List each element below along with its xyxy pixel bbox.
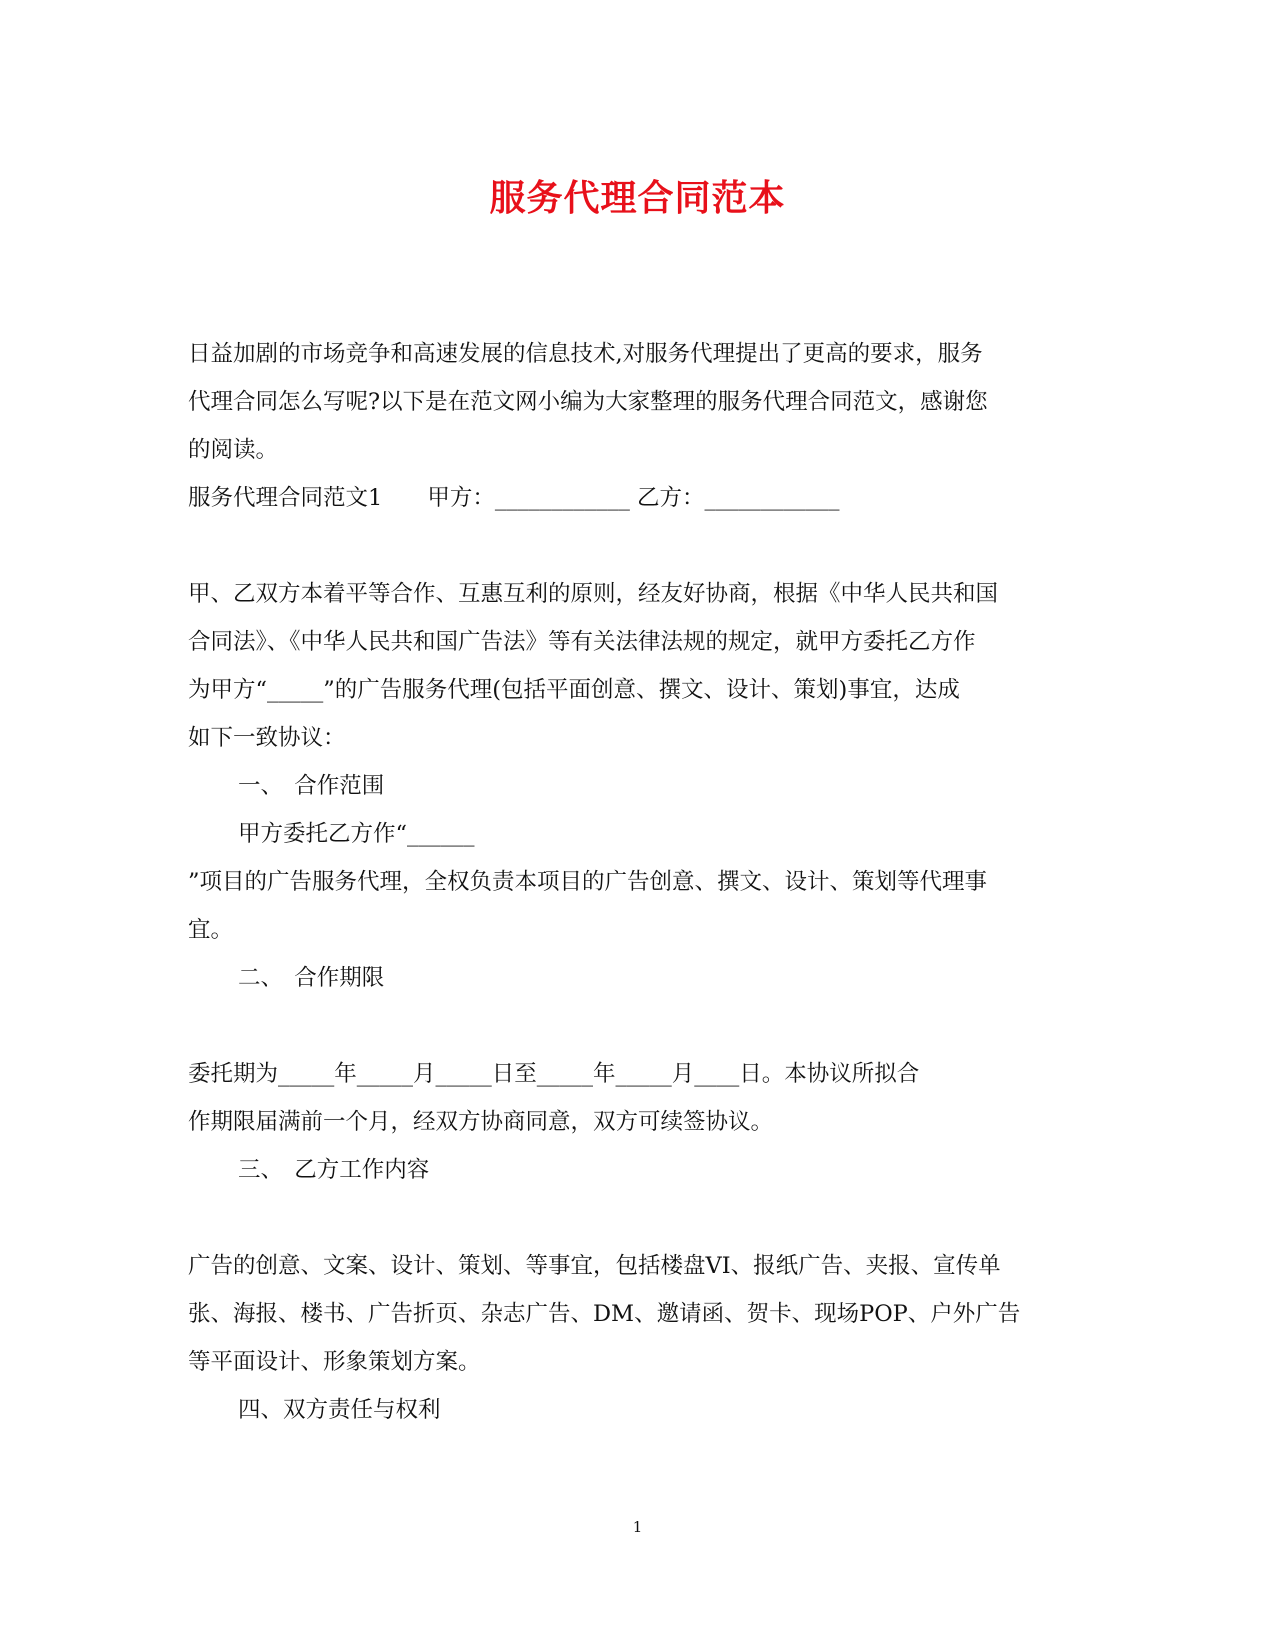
- intro-line-3: 的阅读。: [188, 437, 279, 463]
- section-heading-1: 一、 合作范围: [238, 773, 385, 799]
- preamble-line-4: 如下一致协议：: [188, 725, 346, 751]
- section-1-line-2: ”项目的广告服务代理，全权负责本项目的广告创意、撰文、设计、策划等代理事: [188, 869, 988, 895]
- preamble-line-3: 为甲方“_____”的广告服务代理(包括平面创意、撰文、设计、策划)事宜，达成: [188, 677, 960, 703]
- section-3-line-2: 张、海报、楼书、广告折页、杂志广告、DM、邀请函、贺卡、现场POP、户外广告: [188, 1301, 1021, 1327]
- section-heading-4: 四、双方责任与权利: [238, 1397, 441, 1423]
- contract-parties-line: 服务代理合同范文1 甲方：____________ 乙方：____________: [188, 485, 840, 511]
- intro-line-1: 日益加剧的市场竞争和高速发展的信息技术,对服务代理提出了更高的要求，服务: [188, 341, 983, 367]
- section-3-line-3: 等平面设计、形象策划方案。: [188, 1349, 481, 1375]
- preamble-line-1: 甲、乙双方本着平等合作、互惠互利的原则，经友好协商，根据《中华人民共和国: [188, 581, 999, 607]
- blank-line: [188, 1002, 1088, 1050]
- section-3-line-1: 广告的创意、文案、设计、策划、等事宜，包括楼盘VI、报纸广告、夹报、宣传单: [188, 1253, 1001, 1279]
- blank-line: [188, 522, 1088, 570]
- section-2-line-2: 作期限届满前一个月，经双方协商同意，双方可续签协议。: [188, 1109, 774, 1135]
- document-body: [188, 330, 1088, 1434]
- section-heading-2: 二、 合作期限: [238, 965, 385, 991]
- preamble-line-2: 合同法》、《中华人民共和国广告法》等有关法律法规的规定，就甲方委托乙方作: [188, 629, 976, 655]
- section-1-line-3: 宜。: [188, 917, 234, 943]
- intro-line-2: 代理合同怎么写呢?以下是在范文网小编为大家整理的服务代理合同范文，感谢您: [188, 389, 988, 415]
- section-1-line-1: 甲方委托乙方作“______: [238, 821, 475, 847]
- section-2-line-1: 委托期为_____年_____月_____日至_____年_____月____日。本协议所拟合: [188, 1061, 920, 1087]
- section-heading-3: 三、 乙方工作内容: [238, 1157, 430, 1183]
- document-title: 服务代理合同范本: [489, 177, 786, 219]
- blank-line: [188, 1194, 1088, 1242]
- page-number: 1: [632, 1518, 643, 1536]
